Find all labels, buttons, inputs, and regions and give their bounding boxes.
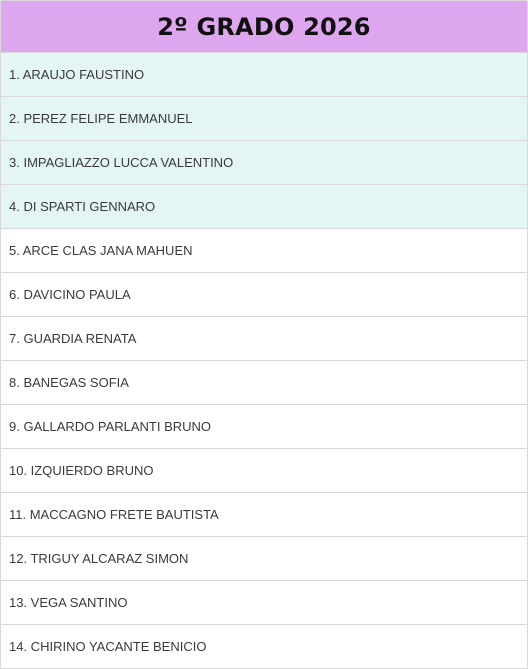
student-row (1, 581, 527, 625)
student-name: 10. IZQUIERDO BRUNO (9, 463, 154, 478)
student-name: 7. GUARDIA RENATA (9, 331, 137, 346)
student-name: 11. MACCAGNO FRETE BAUTISTA (9, 507, 219, 522)
student-name: 2. PEREZ FELIPE EMMANUEL (9, 111, 193, 126)
class-header (1, 1, 527, 53)
student-row (1, 449, 527, 493)
student-row (1, 141, 527, 185)
student-name: 3. IMPAGLIAZZO LUCCA VALENTINO (9, 155, 234, 170)
student-row (1, 185, 527, 229)
student-name: 8. BANEGAS SOFIA (9, 375, 129, 390)
student-name: 14. CHIRINO YACANTE BENICIO (9, 639, 207, 654)
student-name: 6. DAVICINO PAULA (9, 287, 131, 302)
student-row (1, 405, 527, 449)
student-name: 4. DI SPARTI GENNARO (9, 199, 156, 214)
student-name: 12. TRIGUY ALCARAZ SIMON (9, 551, 189, 566)
student-name: 1. ARAUJO FAUSTINO (9, 67, 145, 82)
student-row (1, 361, 527, 405)
class-title: 2º GRADO 2026 (157, 12, 371, 41)
student-name: 13. VEGA SANTINO (9, 595, 128, 610)
student-row (1, 625, 527, 668)
student-row (1, 537, 527, 581)
student-row (1, 493, 527, 537)
student-row (1, 97, 527, 141)
student-row (1, 317, 527, 361)
student-row (1, 273, 527, 317)
student-name: 5. ARCE CLAS JANA MAHUEN (9, 243, 193, 258)
student-row (1, 53, 527, 97)
student-row (1, 229, 527, 273)
student-name: 9. GALLARDO PARLANTI BRUNO (9, 419, 212, 434)
